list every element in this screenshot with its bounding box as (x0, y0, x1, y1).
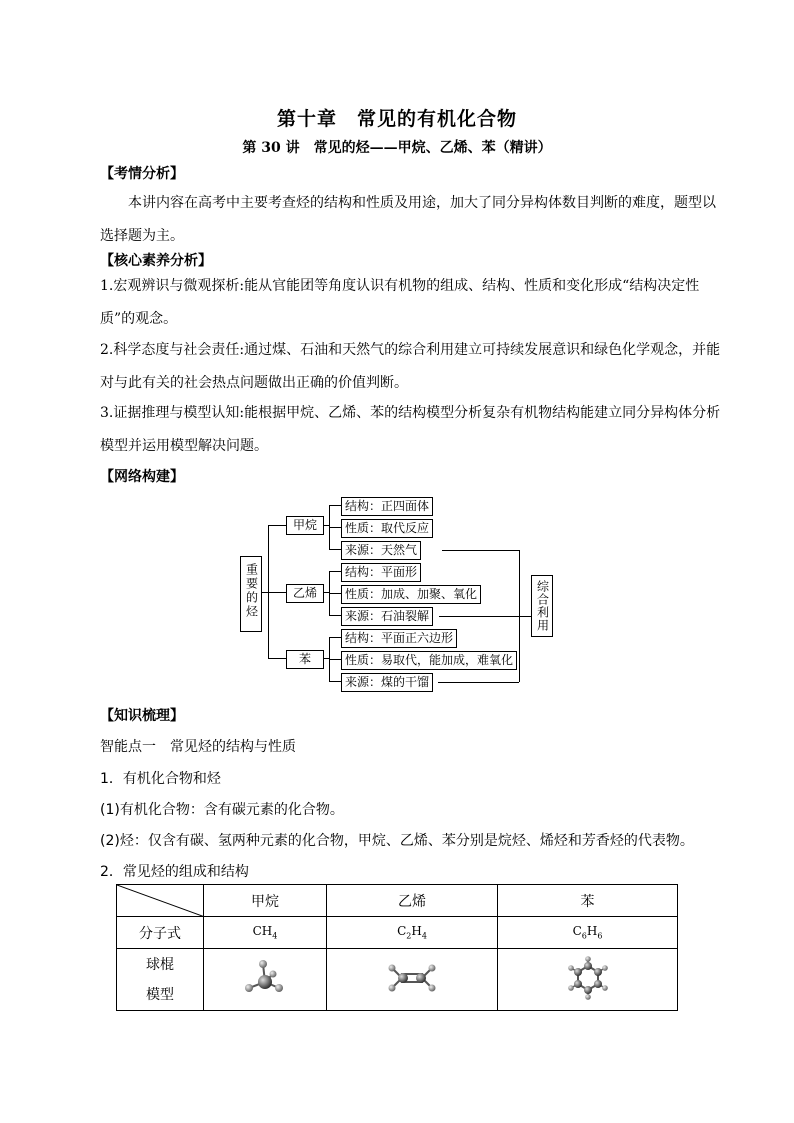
methane-source: 来源：天然气 (341, 541, 421, 560)
kaoqing-text: 本讲内容在高考中主要考查烃的结构和性质及用途，加大了同分异构体数目判断的难度，题型以选择题为主。 (100, 195, 716, 244)
ethylene-structure: 结构：平面形 (341, 563, 421, 582)
diagram-right-label: 综合利用 (535, 580, 550, 632)
formula-benzene: $C_6H_6$ (498, 917, 678, 949)
ethylene-model-icon (384, 960, 440, 996)
model-benzene (498, 949, 678, 1011)
knowledge-line-3: (2)烃：仅含有碳、氢两种元素的化合物，甲烷、乙烯、苯分别是烷烃、烯烃和芳香烃的代表物。 (100, 833, 694, 849)
benzene-source: 来源：煤的干馏 (341, 673, 433, 692)
row-label-model-a: 球棍 (146, 956, 174, 973)
benzene-model-icon (566, 956, 610, 1000)
table-header-row (117, 885, 678, 917)
section-heading-hexin: 【核心素养分析】 (100, 253, 212, 269)
benzene-structure: 结构：平面正六边形 (341, 629, 457, 648)
hexin-item-3: 3.证据推理与模型认知:能根据甲烷、乙烯、苯的结构模型分析复杂有机物结构能建立同分异构体分析模型并运用模型解决问题。 (100, 405, 721, 454)
page-subtitle: 第 30 讲 常见的烃——甲烷、乙烯、苯（精讲） (242, 140, 552, 156)
row-label-model-b: 模型 (146, 986, 174, 1003)
benzene-property: 性质：易取代，能加成，难氧化 (341, 651, 517, 670)
row-label-model (117, 949, 204, 1011)
table-header-methane: 甲烷 (204, 885, 327, 917)
methane-structure: 结构：正四面体 (341, 497, 433, 516)
section-heading-zhishi: 【知识梳理】 (100, 708, 184, 724)
table-row (117, 949, 678, 1011)
hexin-item-2: 2.科学态度与社会责任:通过煤、石油和天然气的综合利用建立可持续发展意识和绿色化学观念，并能对与此有关的社会热点问题做出正确的价值判断。 (100, 342, 721, 391)
diagram-root-label: 重要的烃 (244, 563, 259, 619)
model-methane (204, 949, 327, 1011)
group-name-benzene: 苯 (286, 650, 324, 669)
model-ethylene (327, 949, 498, 1011)
methane-model-icon (243, 958, 287, 998)
knowledge-point: 智能点一 常见烃的结构与性质 (100, 739, 296, 755)
diagonal-header-cell (117, 885, 204, 917)
diagram-right-box (531, 575, 553, 637)
ethylene-source: 来源：石油裂解 (341, 607, 433, 626)
knowledge-line-1: 1．有机化合物和烃 (100, 771, 221, 787)
formula-methane: $CH_4$ (204, 917, 327, 949)
formula-ethylene: $C_2H_4$ (327, 917, 498, 949)
group-name-ethylene: 乙烯 (286, 584, 324, 603)
methane-property: 性质：取代反应 (341, 519, 433, 538)
table-header-benzene: 苯 (498, 885, 678, 917)
page-title: 第十章 常见的有机化合物 (276, 108, 517, 130)
table-row (117, 917, 678, 949)
section-heading-kaoqing: 【考情分析】 (100, 166, 184, 182)
knowledge-line-4: 2．常见烃的组成和结构 (100, 864, 249, 880)
row-label-formula: 分子式 (117, 917, 204, 949)
diagonal-line (117, 885, 205, 917)
table-header-ethylene: 乙烯 (327, 885, 498, 917)
knowledge-line-2: (1)有机化合物：含有碳元素的化合物。 (100, 802, 344, 818)
diagram-root-box (240, 556, 262, 632)
section-heading-wangluo: 【网络构建】 (100, 469, 184, 485)
hydrocarbon-table (116, 884, 678, 1011)
ethylene-property: 性质：加成、加聚、氧化 (341, 585, 481, 604)
hexin-item-1: 1.宏观辨识与微观探析:能从官能团等角度认识有机物的组成、结构、性质和变化形成“结构决定性质”的观念。 (100, 278, 700, 327)
group-name-methane: 甲烷 (286, 516, 324, 535)
